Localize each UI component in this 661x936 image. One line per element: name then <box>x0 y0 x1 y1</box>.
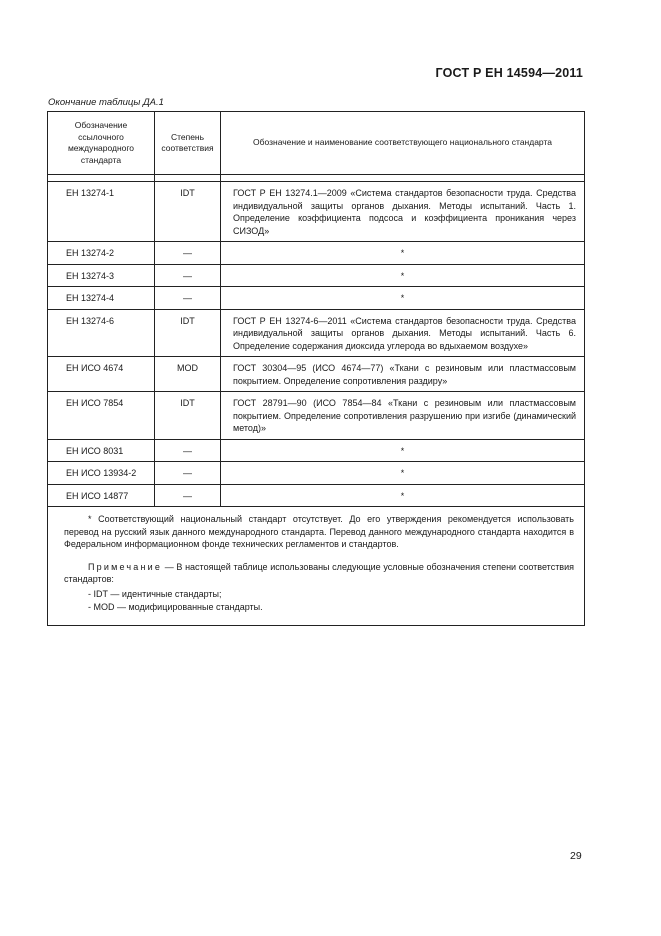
column-header-degree: Степень соответствия <box>155 112 221 175</box>
national-cell: ГОСТ Р ЕН 13274-6—2011 «Система стандартов безопасности труда. Средства индивидуальной защиты органов дыхания. Методы испытаний. Часть 6. Определение содержания диоксида углерода во вдыхаемом воздухе» <box>221 309 585 357</box>
national-cell: * <box>221 439 585 462</box>
table-row <box>48 287 585 310</box>
table-footer <box>48 507 585 626</box>
footnote-text: * Соответствующий национальный стандарт отсутствует. До его утверждения рекомендуется использовать перевод на русский язык данного международного стандарта. Перевод данного международного стандарта находится в Федеральном информационном фонде технических регламентов и стандартов. <box>64 514 574 549</box>
note-list <box>64 588 574 614</box>
degree-cell: — <box>155 484 221 507</box>
degree-cell: — <box>155 439 221 462</box>
national-cell: ГОСТ 30304—95 (ИСО 4674—77) «Ткани с резиновым или пластмассовым покрытием. Определение сопротивления раздиру» <box>221 357 585 392</box>
ref-cell: ЕН 13274-6 <box>48 309 155 357</box>
table-header-row <box>48 112 585 175</box>
degree-cell: IDT <box>155 392 221 440</box>
ref-cell: ЕН 13274-3 <box>48 264 155 287</box>
ref-cell: ЕН 13274-2 <box>48 242 155 265</box>
table-footer-row <box>48 507 585 626</box>
ref-cell: ЕН 13274-1 <box>48 182 155 242</box>
note-label: Примечание <box>88 561 163 572</box>
note-list-item: - IDT — идентичные стандарты; <box>88 588 222 599</box>
page-number: 29 <box>570 850 582 862</box>
ref-cell: ЕН 13274-4 <box>48 287 155 310</box>
note-text: — В настоящей таблице использованы следующие условные обозначения степени соответствия стандартов: <box>64 561 574 584</box>
note-paragraph <box>64 561 574 586</box>
table-row <box>48 182 585 242</box>
national-cell: * <box>221 242 585 265</box>
ref-cell: ЕН ИСО 14877 <box>48 484 155 507</box>
column-header-ref: Обозначение ссылочного международного стандарта <box>48 112 155 175</box>
degree-cell: — <box>155 264 221 287</box>
national-cell: * <box>221 264 585 287</box>
correspondence-table-container <box>47 111 584 626</box>
degree-cell: MOD <box>155 357 221 392</box>
degree-cell: — <box>155 462 221 485</box>
note-list-item: - MOD — модифицированные стандарты. <box>88 602 263 612</box>
table-row <box>48 439 585 462</box>
document-header: ГОСТ Р ЕН 14594—2011 <box>435 66 583 80</box>
table-row <box>48 484 585 507</box>
table-row <box>48 242 585 265</box>
degree-cell: IDT <box>155 309 221 357</box>
table-caption: Окончание таблицы ДА.1 <box>48 97 164 108</box>
national-cell: ГОСТ 28791—90 (ИСО 7854—84 «Ткани с резиновым или пластмассовым покрытием. Определение сопротивления разрушению при изгибе (динамический метод)» <box>221 392 585 440</box>
national-cell: ГОСТ Р ЕН 13274.1—2009 «Система стандартов безопасности труда. Средства индивидуальной защиты органов дыхания. Методы испытаний. Часть 1. Определение коэффициента подсоса и коэффициента проникания через СИЗОД» <box>221 182 585 242</box>
table-row <box>48 392 585 440</box>
degree-cell: IDT <box>155 182 221 242</box>
ref-cell: ЕН ИСО 13934-2 <box>48 462 155 485</box>
degree-cell: — <box>155 242 221 265</box>
table-row <box>48 357 585 392</box>
table-row <box>48 309 585 357</box>
table-row <box>48 264 585 287</box>
degree-cell: — <box>155 287 221 310</box>
national-cell: * <box>221 462 585 485</box>
correspondence-table <box>47 111 585 626</box>
table-row <box>48 462 585 485</box>
spacer-row <box>48 175 585 182</box>
ref-cell: ЕН ИСО 8031 <box>48 439 155 462</box>
ref-cell: ЕН ИСО 7854 <box>48 392 155 440</box>
national-cell: * <box>221 484 585 507</box>
ref-cell: ЕН ИСО 4674 <box>48 357 155 392</box>
column-header-national: Обозначение и наименование соответствующего национального стандарта <box>221 112 585 175</box>
national-cell: * <box>221 287 585 310</box>
